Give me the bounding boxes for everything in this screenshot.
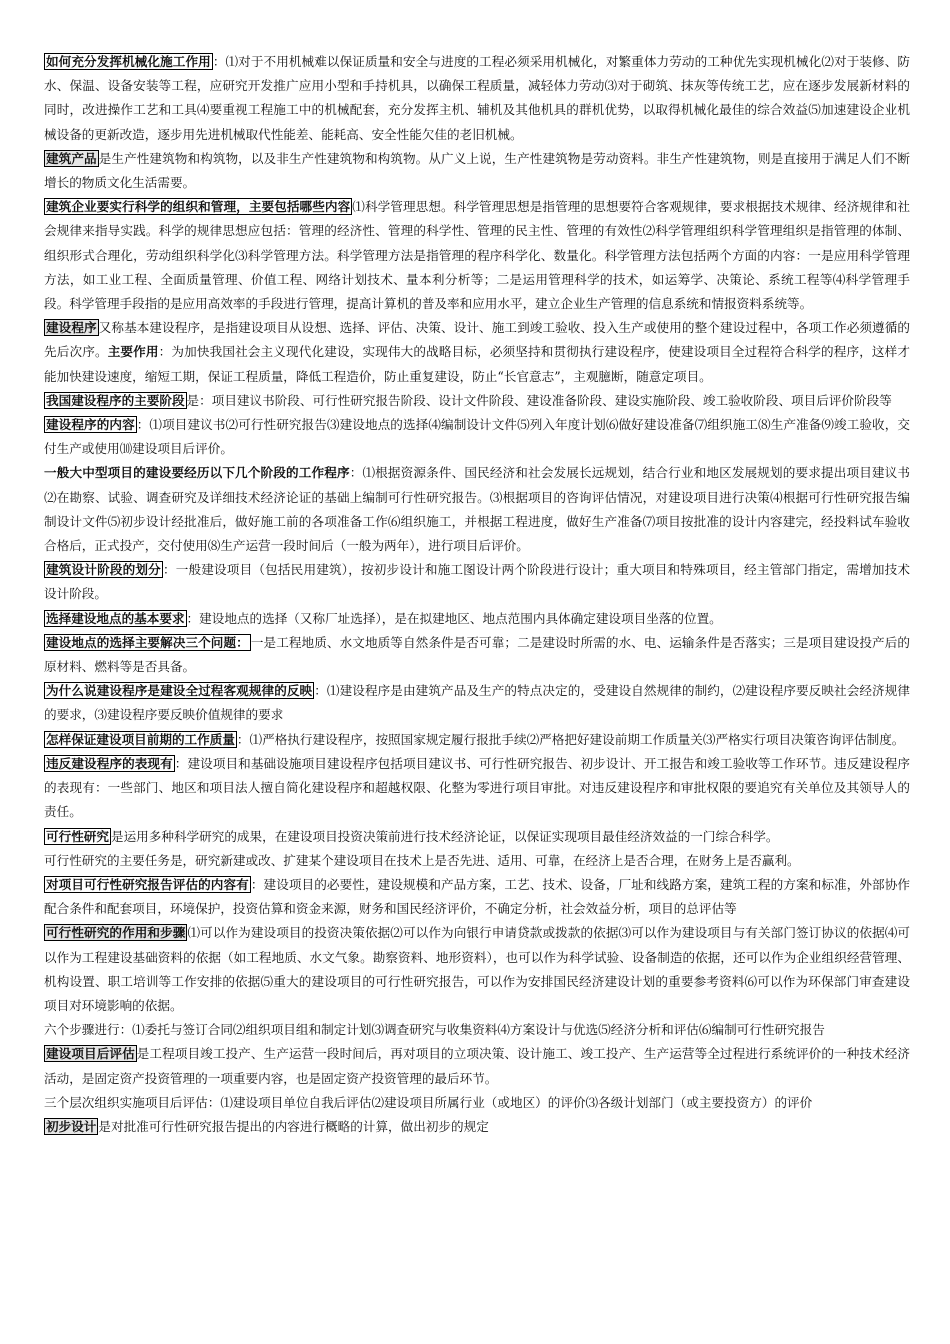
paragraph-procedure-content (44, 413, 910, 461)
paragraph-text: ：⑴项目建议书⑵可行性研究报告⑶建设地点的选择⑷编制设计文件⑸列入年度计划⑹做好建设准备⑺组织施工⑻生产准备⑼竣工验收，交付生产或使用⑽建设项目后评价。 (44, 417, 911, 457)
paragraph-text: ：建设项目的必要性，建设规模和产品方案，工艺、技术、设备，厂址和线路方案，建筑工程的方案和标准，外部协作配合条件和配套项目，环境保护，投资估算和资金来源，财务和国民经济评价，不确定分析，社会效益分析，项目的总评估等 (44, 876, 911, 917)
term-heading: 建筑设计阶段的划分 (46, 562, 161, 578)
term-heading: 如何充分发挥机械化施工作用 (46, 54, 211, 69)
term-heading: 建筑产品 (46, 150, 97, 166)
bold-lead: 主要作用 (107, 344, 159, 360)
paragraph-feasibility-tasks (44, 849, 910, 873)
term-heading: 选择建设地点的基本要求 (46, 610, 185, 626)
term-heading: 建设项目后评估 (46, 1046, 135, 1062)
paragraph-site-requirements (44, 607, 910, 631)
paragraph-text: 是对批准可行性研究报告提出的内容进行概略的计算，做出初步的规定 (98, 1118, 489, 1134)
paragraph-early-quality (44, 728, 910, 752)
paragraph-six-steps (44, 1018, 910, 1042)
term-heading: 初步设计 (46, 1118, 97, 1134)
paragraph-text: 是工程项目竣工投产、生产运营一段时间后，再对项目的立项决策、设计施工、竣工投产、生产运营等全过程进行系统评价的一种技术经济活动，是固定资产投资管理的一项重要内容，也是固定资产投资管理的最后环节。 (44, 1046, 911, 1086)
paragraph-text: ⑴可以作为建设项目的投资决策依据⑵可以作为向银行申请贷款或拨款的依据⑶可以作为建设项目与有关部门签订协议的依据⑷可以作为工程建设基础资料的依据（如工程地质、水文气象。勘察资料、地形资料），也可以作为科学试验、设备制造的依据，还可以作为企业组织经营管理、机构设置、职工培训等工作安排的依据⑸重大的建设项目的可行性研究报告，可以作为安排国民经济建设计划的重要参考资料⑹可以作为环保部门审查建设项目对环境影响的依据。 (44, 925, 911, 1013)
term-heading: 违反建设程序的表现有 (46, 755, 173, 771)
paragraph-text: ：⑴对于不用机械难以保证质量和安全与进度的工程必须采用机械化，对繁重体力劳动的工种优先实现机械化⑵对于装修、防水、保温、设备安装等工程，应研究开发推广应用小型和手持机具，以确保工程质量，减轻体力劳动⑶对于砌筑、抹灰等传统工艺，应在逐步发展新材料的同时，改进操作工艺和工具⑷要重视工程施工中的机械配套，充分发挥主机、辅机及其他机具的群机优势，以取得机械化最佳的综合效益⑸加速建设企业机械设备的更新改造，逐步用先进机械取代性能差、能耗高、安全性能欠佳的老旧机械。 (44, 54, 911, 142)
paragraph-text-2: ：为加快我国社会主义现代化建设，实现伟大的战略目标，必须坚持和贯彻执行建设程序，使建设项目全过程符合科学的程序，这样才能加快建设速度，缩短工期，保证工程质量，降低工程造价，防止重复建设，防止“长官意志”，主观臆断，随意定项目。 (44, 344, 911, 384)
term-heading: 怎样保证建设项目前期的工作质量 (46, 731, 235, 747)
bold-lead: 一般大中型项目的建设要经历以下几个阶段的工作程序 (44, 465, 350, 481)
term-heading: 建设程序的内容 (46, 417, 135, 433)
paragraph-objective-law (44, 679, 910, 727)
paragraph-text: 六个步骤进行：⑴委托与签订合同⑵组织项目组和制定计划⑶调查研究与收集资料⑷方案设计与优选⑸经济分析和评估⑹编制可行性研究报告 (44, 1022, 825, 1038)
paragraph-report-evaluation (44, 873, 910, 921)
paragraph-feasibility-role (44, 921, 910, 1018)
paragraph-text: 是：项目建议书阶段、可行性研究报告阶段、设计文件阶段、建设准备阶段、建设实施阶段、竣工验收阶段、项目后评价阶段等 (186, 392, 892, 408)
term-heading: 我国建设程序的主要阶段 (46, 392, 185, 408)
paragraph-text: 是运用多种科学研究的成果，在建设项目投资决策前进行技术经济论证，以保证实现项目最佳经济效益的一门综合科学。 (110, 828, 779, 844)
paragraph-text: 又称基本建设程序，是指建设项目从设想、选择、评估、决策、设计、施工到竣工验收、投入生产或使用的整个建设过程中，各项工作必须遵循的先后次序。 (44, 320, 911, 360)
paragraph-feasibility-study (44, 825, 910, 849)
paragraph-text: 一是工程地质、水文地质等自然条件是否可靠；二是建设时所需的水、电、运输条件是否落实；三是项目建设投产后的原材料、燃料等是否具备。 (44, 634, 911, 675)
paragraph-mechanization (44, 50, 910, 147)
paragraph-text: ：一般建设项目（包括民用建筑），按初步设计和施工图设计两个阶段进行设计；重大项目和特殊项目，经主管部门指定，需增加技术设计阶段。 (44, 562, 911, 602)
paragraph-text: 可行性研究的主要任务是，研究新建或改、扩建某个建设项目在技术上是否先进、适用、可靠，在经济上是否合理，在财务上是否赢利。 (44, 852, 800, 868)
paragraph-post-evaluation (44, 1042, 910, 1090)
paragraph-text: ：⑴根据资源条件、国民经济和社会发展长远规划，结合行业和地区发展规划的要求提出项目建议书⑵在勘察、试验、调查研究及详细技术经济论证的基础上编制可行性研究报告。⑶根据项目的咨询评估情况，对建设项目进行决策⑷根据可行性研究报告编制设计文件⑸初步设计经批准后，做好施工前的各项准备工作⑹组织施工，并根据工程进度，做好生产准备⑺项目按批准的设计内容建完，经投料试车验收合格后，正式投产，交付使用⑻生产运营一段时间后（一般为两年），进行项目后评价。 (44, 465, 911, 554)
paragraph-design-stages (44, 558, 910, 606)
paragraph-construction-procedure (44, 316, 910, 389)
paragraph-text: ：建设地点的选择（又称厂址选择），是在拟建地区、地点范围内具体确定建设项目坐落的位置。 (186, 610, 722, 626)
paragraph-violations (44, 752, 910, 825)
paragraph-building-product (44, 147, 910, 195)
paragraph-scientific-management (44, 195, 910, 316)
paragraph-large-project-stages (44, 461, 910, 558)
paragraph-main-stages (44, 389, 910, 413)
paragraph-text: 是生产性建筑物和构筑物，以及非生产性建筑物和构筑物。从广义上说，生产性建筑物是劳动资料。非生产性建筑物，则是直接用于满足人们不断增长的物质文化生活需要。 (44, 150, 911, 191)
document-page (44, 50, 910, 1139)
paragraph-text: ：建设项目和基础设施项目建设程序包括项目建议书、可行性研究报告、初步设计、开工报告和竣工验收等工作环节。违反建设程序的表现有：一些部门、地区和项目法人擅自简化建设程序和超越权限、化整为零进行项目审批。对违反建设程序和审批权限的要追究有关单位及其领导人的责任。 (44, 755, 911, 820)
term-heading: 可行性研究 (46, 828, 109, 844)
paragraph-site-problems (44, 631, 910, 679)
term-heading: 建筑企业要实行科学的组织和管理，主要包括哪些内容 (46, 199, 351, 215)
term-heading: 建设地点的选择主要解决三个问题： (46, 634, 249, 650)
paragraph-text: ：⑴建设程序是由建筑产品及生产的特点决定的，受建设自然规律的制约，⑵建设程序要反映社会经济规律的要求，⑶建设程序要反映价值规律的要求 (44, 683, 911, 723)
term-heading: 为什么说建设程序是建设全过程客观规律的反映 (46, 683, 313, 699)
term-heading: 建设程序 (46, 320, 97, 336)
paragraph-three-levels (44, 1091, 910, 1115)
term-heading: 可行性研究的作用和步骤 (46, 925, 186, 941)
paragraph-text: 三个层次组织实施项目后评估：⑴建设项目单位自我后评估⑵建设项目所属行业（或地区）的评价⑶各级计划部门（或主要投资方）的评价 (44, 1094, 813, 1110)
term-heading: 对项目可行性研究报告评估的内容有 (46, 876, 249, 892)
paragraph-text: ：⑴严格执行建设程序，按照国家规定履行报批手续⑵严格把好建设前期工作质量关⑶严格实行项目决策咨询评估制度。 (236, 731, 905, 747)
paragraph-preliminary-design (44, 1115, 910, 1139)
paragraph-text: ⑴科学管理思想。科学管理思想是指管理的思想要符合客观规律，要求根据技术规律、经济规律和社会规律来指导实践。科学的规律思想应包括：管理的经济性、管理的科学性、管理的民主性、管理的有效性⑵科学管理组织科学管理组织是指管理的体制、组织形式合理化，劳动组织科学化⑶科学管理方法。科学管理方法是指管理的程序科学化、数量化。科学管理方法包括两个方面的内容：一是应用科学管理方法，如工业工程、全面质量管理、价值工程、网络计划技术、量本利分析等；二是运用管理科学的技术，如运筹学、决策论、系统工程等⑷科学管理手段。科学管理手段指的是应用高效率的手段进行管理，提高计算机的普及率和应用水平，建立企业生产管理的信息系统和情报资料系统等。 (44, 199, 911, 312)
